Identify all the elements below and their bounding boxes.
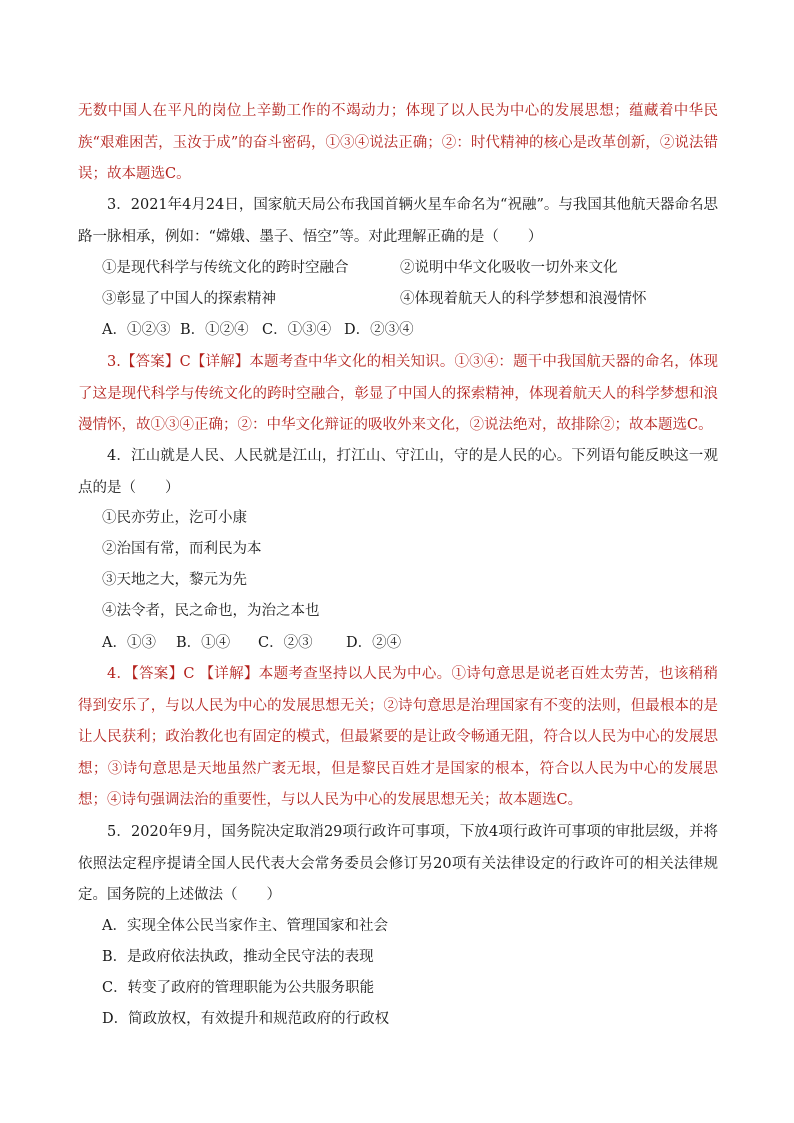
q5-choice-b: B．是政府依法执政，推动全民守法的表现 bbox=[102, 949, 374, 965]
q5-stem: 5．2020年9月，国务院决定取消29项行政许可事项，下放4项行政许可事项的审批层级，并将依照法定程序提请全国人民代表大会常务委员会修订另20项有关法律设定的行政许可的相关法律规定。国务院的上述做法（ ） bbox=[78, 824, 718, 903]
q4-choice-b: B．①④ bbox=[176, 635, 231, 651]
q4-item-1: ①民亦劳止，汔可小康 bbox=[102, 510, 247, 526]
q4-stem: 4．江山就是人民、人民就是江山，打江山、守江山，守的是人民的心。下列语句能反映这一观点的是（ ） bbox=[78, 448, 718, 496]
q3-choice-d: D．②③④ bbox=[344, 322, 414, 338]
q5-choice-a: A．实现全体公民当家作主、管理国家和社会 bbox=[102, 918, 388, 934]
q3-item-3: ③彰显了中国人的探索精神 bbox=[102, 291, 276, 307]
q3-choice-a: A．①②③ bbox=[102, 322, 171, 338]
q4-choice-a: A．①③ bbox=[102, 635, 156, 651]
q4-choices bbox=[102, 633, 401, 653]
q3-answer: 3.【答案】C【详解】本题考查中华文化的相关知识。①③④：题干中我国航天器的命名，体现了这是现代科学与传统文化的跨时空融合，彰显了中国人的探索精神，体现着航天人的科学梦想和浪漫情怀，故①③④正确；②：中华文化辩证的吸收外来文化，②说法绝对，故排除②；故本题选C。 bbox=[78, 354, 718, 433]
q4-item-4: ④法令者，民之命也，为治之本也 bbox=[102, 603, 320, 619]
q4-choice-d: D．②④ bbox=[346, 635, 402, 651]
q4-item-3: ③天地之大，黎元为先 bbox=[102, 572, 247, 588]
q3-item-2: ②说明中华文化吸收一切外来文化 bbox=[400, 260, 618, 276]
q3-choices bbox=[102, 320, 414, 340]
q3-choice-c: C．①③④ bbox=[262, 322, 332, 338]
q5-choice-c: C．转变了政府的管理职能为公共服务职能 bbox=[102, 980, 375, 996]
q3-item-1: ①是现代科学与传统文化的跨时空融合 bbox=[102, 260, 349, 276]
q4-item-2: ②治国有常，而利民为本 bbox=[102, 541, 262, 557]
q4-answer: 4．【答案】C 【详解】本题考查坚持以人民为中心。①诗句意思是说老百姓太劳苦，也该稍稍得到安乐了，与以人民为中心的发展思想无关；②诗句意思是治理国家有不变的法则，但最根本的是让人民获利；政治教化也有固定的模式，但最紧要的是让政令畅通无阻，符合以人民为中心的发展思想；③诗句意思是天地虽然广袤无垠，但是黎民百姓才是国家的根本，符合以人民为中心的发展思想；④诗句强调法治的重要性，与以人民为中心的发展思想无关；故本题选C。 bbox=[78, 666, 718, 808]
q5-choice-d: D．简政放权，有效提升和规范政府的行政权 bbox=[102, 1011, 390, 1027]
carryover-explanation: 无数中国人在平凡的岗位上辛勤工作的不竭动力；体现了以人民为中心的发展思想；蕴藏着中华民族“艰难困苦，玉汝于成”的奋斗密码，①③④说法正确；②：时代精神的核心是改革创新，②说法错误；故本题选C。 bbox=[78, 103, 718, 182]
q3-item-4: ④体现着航天人的科学梦想和浪漫情怀 bbox=[400, 291, 647, 307]
q3-choice-b: B．①②④ bbox=[180, 322, 249, 338]
q3-stem: 3．2021年4月24日，国家航天局公布我国首辆火星车命名为“祝融”。与我国其他航天器命名思路一脉相承，例如：“嫦娥、墨子、悟空”等。对此理解正确的是（ ） bbox=[78, 197, 718, 245]
q4-choice-c: C．②③ bbox=[258, 635, 313, 651]
